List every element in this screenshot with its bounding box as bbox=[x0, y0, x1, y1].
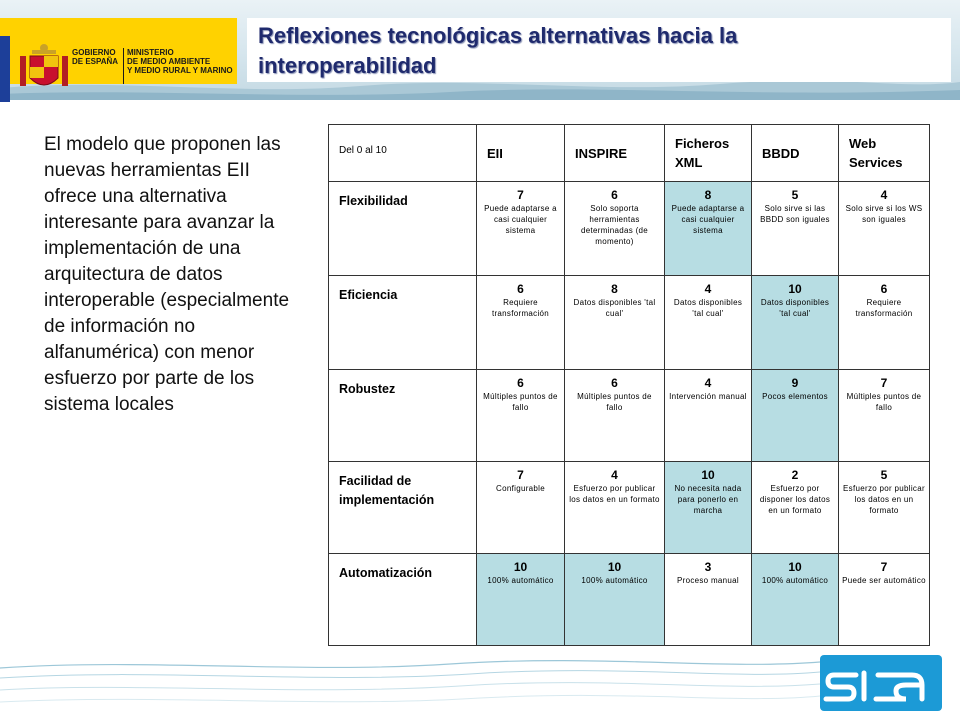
cell-description: Solo sirve si las BBDD son iguales bbox=[760, 204, 830, 224]
row-header: Robustez bbox=[329, 370, 477, 462]
cell-score: 4 bbox=[704, 282, 712, 296]
table-cell-highlighted bbox=[752, 554, 839, 646]
table-cell bbox=[477, 276, 565, 370]
table-cell-highlighted bbox=[477, 554, 565, 646]
cell-description: Solo sirve si los WS son iguales bbox=[845, 204, 923, 224]
cell-score: 5 bbox=[791, 188, 799, 202]
cell-description: Proceso manual bbox=[676, 576, 739, 585]
table-cell bbox=[565, 276, 665, 370]
government-logo bbox=[0, 18, 237, 84]
cell-description: Configurable bbox=[496, 484, 545, 493]
cell-score: 7 bbox=[517, 188, 524, 202]
table-cell bbox=[752, 462, 839, 554]
cell-score: 6 bbox=[611, 188, 618, 202]
cell-description: Solo soporta herramientas determinadas (de momento) bbox=[580, 204, 649, 246]
cell-score: 10 bbox=[513, 560, 528, 574]
sia-logo-mark-icon bbox=[820, 655, 942, 711]
row-header: Eficiencia bbox=[329, 276, 477, 370]
ministry-label: MINISTERIO DE MEDIO AMBIENTE Y MEDIO RURAL Y MARINO bbox=[127, 48, 233, 75]
table-cell bbox=[665, 554, 752, 646]
table-row-automatizacion bbox=[329, 554, 930, 646]
government-label: GOBIERNO DE ESPAÑA bbox=[72, 48, 119, 66]
table-cell bbox=[665, 370, 752, 462]
cell-description: Puede adaptarse a casi cualquier sistema bbox=[484, 204, 557, 235]
cell-description: Esfuerzo por disponer los datos en un formato bbox=[759, 484, 831, 515]
table-cell bbox=[477, 462, 565, 554]
cell-description: Múltiples puntos de fallo bbox=[846, 392, 922, 412]
cell-description: Pocos elementos bbox=[762, 392, 828, 401]
table-corner-label: Del 0 al 10 bbox=[329, 125, 477, 182]
table-row-eficiencia bbox=[329, 276, 930, 370]
table-cell bbox=[839, 276, 930, 370]
table-cell-highlighted bbox=[565, 554, 665, 646]
cell-description: Puede adaptarse a casi cualquier sistema bbox=[671, 204, 745, 235]
row-header: Facilidad de implementación bbox=[329, 462, 477, 554]
sia-logo bbox=[820, 655, 942, 711]
cell-description: Datos disponibles 'tal cual' bbox=[573, 298, 656, 318]
table-cell bbox=[839, 462, 930, 554]
column-header-bbdd: BBDD bbox=[752, 125, 839, 182]
cell-score: 8 bbox=[704, 188, 712, 202]
table-cell-highlighted bbox=[752, 370, 839, 462]
cell-score: 10 bbox=[788, 282, 802, 296]
cell-description: Datos disponibles 'tal cual' bbox=[760, 298, 830, 318]
cell-description: Requiere transformación bbox=[855, 298, 913, 318]
royal-crest-icon bbox=[18, 42, 70, 98]
cell-description: Esfuerzo por publicar los datos en un formato bbox=[843, 484, 925, 515]
body-paragraph: El modelo que proponen las nuevas herramientas EII ofrece una alternativa interesante para avanzar la implementación de una arquitectura de datos interoperable (especialmente de información no alfanumérica) con menor esfuerzo por parte de los sistema locales bbox=[44, 134, 290, 415]
table-header-row bbox=[329, 125, 930, 182]
eu-flag-strip bbox=[0, 36, 10, 102]
cell-score: 4 bbox=[880, 188, 888, 202]
cell-description: 100% automático bbox=[581, 576, 648, 585]
column-header-inspire: INSPIRE bbox=[565, 125, 665, 182]
cell-score: 10 bbox=[607, 560, 622, 574]
cell-score: 9 bbox=[791, 376, 799, 390]
table-cell bbox=[477, 182, 565, 276]
table-cell-highlighted bbox=[752, 276, 839, 370]
table-cell bbox=[839, 182, 930, 276]
cell-score: 4 bbox=[611, 468, 618, 482]
table-cell bbox=[565, 370, 665, 462]
cell-description: Múltiples puntos de fallo bbox=[483, 392, 558, 412]
cell-score: 10 bbox=[701, 468, 715, 482]
cell-score: 4 bbox=[704, 376, 712, 390]
cell-score: 6 bbox=[880, 282, 888, 296]
slide-title: Reflexiones tecnológicas alternativas hacia la interoperabilidad bbox=[258, 23, 738, 78]
cell-score: 8 bbox=[611, 282, 618, 296]
cell-description: Múltiples puntos de fallo bbox=[577, 392, 652, 412]
cell-description: Esfuerzo por publicar los datos en un formato bbox=[569, 484, 660, 504]
cell-description: Datos disponibles 'tal cual' bbox=[673, 298, 743, 318]
table-cell bbox=[665, 276, 752, 370]
cell-score: 3 bbox=[704, 560, 712, 574]
table-cell bbox=[477, 370, 565, 462]
table-cell-highlighted bbox=[665, 462, 752, 554]
column-header-eii: EII bbox=[477, 125, 565, 182]
table-row-facilidad bbox=[329, 462, 930, 554]
comparison-table bbox=[328, 124, 930, 646]
cell-score: 7 bbox=[880, 376, 888, 390]
cell-score: 2 bbox=[791, 468, 799, 482]
cell-description: Requiere transformación bbox=[491, 298, 550, 318]
cell-score: 6 bbox=[611, 376, 618, 390]
cell-description: 100% automático bbox=[761, 576, 829, 585]
cell-score: 6 bbox=[517, 376, 524, 390]
table-row-flexibilidad bbox=[329, 182, 930, 276]
cell-description: Puede ser automático bbox=[842, 576, 926, 585]
cell-description: No necesita nada para ponerlo en marcha bbox=[674, 484, 742, 515]
cell-score: 7 bbox=[880, 560, 888, 574]
row-header: Automatización bbox=[329, 554, 477, 646]
cell-score: 10 bbox=[788, 560, 802, 574]
table-cell bbox=[839, 554, 930, 646]
table-cell-highlighted bbox=[665, 182, 752, 276]
column-header-ficheros-xml: Ficheros XML bbox=[665, 125, 752, 182]
cell-description: Intervención manual bbox=[669, 392, 747, 401]
table-cell bbox=[565, 182, 665, 276]
footer-wave-decoration bbox=[0, 648, 820, 720]
cell-score: 6 bbox=[517, 282, 524, 296]
cell-score: 7 bbox=[517, 468, 524, 482]
table-cell bbox=[565, 462, 665, 554]
logo-separator bbox=[123, 48, 124, 84]
cell-score: 5 bbox=[880, 468, 888, 482]
table-cell bbox=[839, 370, 930, 462]
row-header: Flexibilidad bbox=[329, 182, 477, 276]
column-header-web-services: Web Services bbox=[839, 125, 930, 182]
cell-description: 100% automático bbox=[487, 576, 554, 585]
table-cell bbox=[752, 182, 839, 276]
table-row-robustez bbox=[329, 370, 930, 462]
